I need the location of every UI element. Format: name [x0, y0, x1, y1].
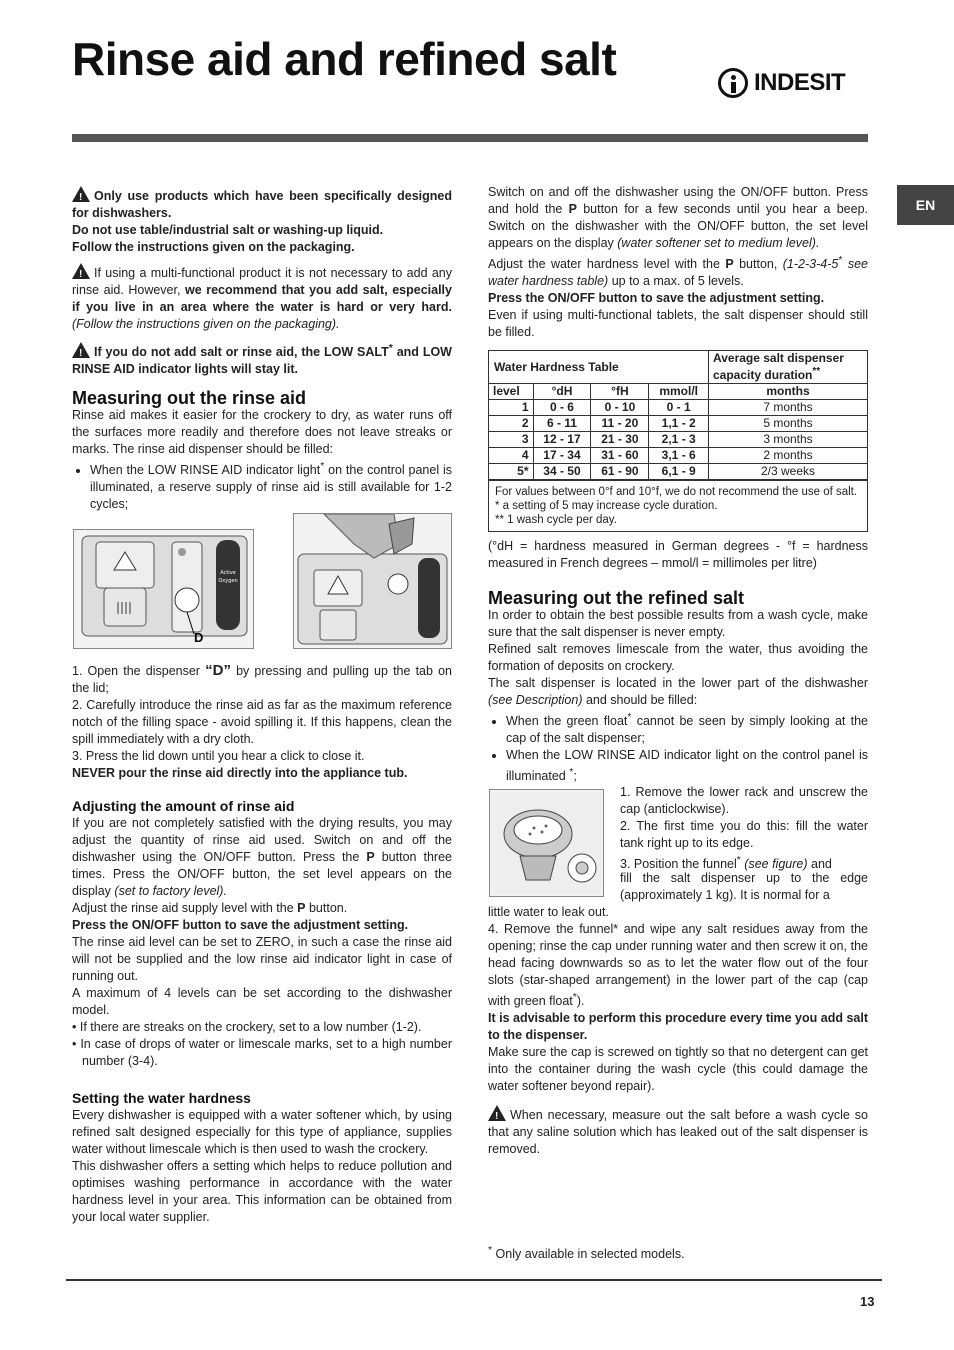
table-header-row: [489, 384, 867, 400]
dispenser-d-label: D: [194, 630, 204, 645]
step-3: 3. Press the lid down until you hear a click to close it.: [72, 749, 365, 763]
adjust-b1: • If there are streaks on the crockery, set to a low number (1-2).: [72, 1020, 422, 1034]
brand-name: INDESIT: [754, 69, 846, 96]
adjust-p3: Press the ON/OFF button to save the adjustment setting.: [72, 918, 409, 932]
fig-label-oxygen: Oxygen: [218, 578, 238, 584]
step-1: 1. Open the dispenser “D” by pressing and pulling up the tab on the lid;: [72, 662, 452, 695]
footer-divider: [66, 1279, 882, 1281]
warning-icon: [488, 1105, 506, 1121]
warning-2: !If using a multi-functional product it is not necessary to add any rinse aid. However, we recommend that you add salt, especially if you live in an area where the water is hard or very hard. (Follow the instructions given on the packaging).: [72, 263, 452, 333]
right-p3: Press the ON/OFF button to save the adjustment setting.: [488, 291, 825, 306]
table-notes: [489, 480, 867, 531]
warning-1: !Only use products which have been specifically designed for dishwashers. Do not use table/industrial salt or washing-up liquid. Follow the instructions given on the packaging.: [72, 186, 452, 256]
salt-step-3a: 3. Position the funnel* (see figure) and: [620, 855, 832, 872]
col-header: °fH: [591, 384, 649, 400]
right-p2: Adjust the water hardness level with the P button, (1-2-3-4-5* see water hardness table) up to a max. of 5 levels.: [488, 255, 868, 289]
table-note-2: * a setting of 5 may increase cycle duration.: [495, 500, 718, 512]
table-title: Water Hardness Table: [489, 351, 709, 384]
page-number: 13: [860, 1294, 875, 1309]
salt-p3: The salt dispenser is located in the lower part of the dishwasher (see Description) and should be filled:: [488, 676, 868, 707]
salt-step-3b: fill the salt dispenser up to the edge (approximately 1 kg). It is normal for a: [620, 871, 868, 902]
step-2: 2. Carefully introduce the rinse aid as far as the maximum reference notch of the filling space - avoid spilling it. If this happens, clean the spill immediately with a dry cloth.: [72, 698, 452, 746]
right-column-lower: [488, 538, 868, 785]
table-note-1: For values between 0°f and 10°f, we do not recommend the use of salt.: [495, 486, 858, 498]
salt-advisable: It is advisable to perform this procedure every time you add salt to the dispenser.: [488, 1011, 868, 1043]
rinse-bullets: [72, 458, 452, 513]
salt-p1: In order to obtain the best possible results from a wash cycle, make sure that the salt dispenser is never empty.: [488, 608, 868, 639]
salt-bullets: [488, 709, 868, 785]
rinse-heading: Measuring out the rinse aid: [72, 388, 307, 409]
rinse-steps: [72, 662, 452, 1226]
left-column: [72, 186, 452, 513]
list-item: • When the LOW RINSE AID indicator light on the control panel is illuminated *;: [506, 747, 868, 785]
salt-warning: !When necessary, measure out the salt before a wash cycle so that any saline solution which has leaked out of the salt dispenser is removed.: [488, 1105, 868, 1158]
footnote: * Only available in selected models.: [488, 1245, 685, 1262]
warning-icon: [72, 186, 90, 202]
water-hardness-table: [488, 350, 868, 532]
table-row: 3 12 - 17 21 - 30 2,1 - 3 3 months: [489, 432, 867, 448]
adjust-b2: • In case of drops of water or limescale marks, set to a high number number (3-4).: [72, 1037, 452, 1068]
right-p1: Switch on and off the dishwasher using the ON/OFF button. Press and hold the P button for a few seconds until you hear a beep. Switch on the dishwasher with the ON/OFF button, the set level appears on the display (water softener set to medium level).: [488, 185, 868, 250]
warning-icon: [72, 263, 90, 279]
salt-heading: Measuring out the refined salt: [488, 588, 745, 608]
table-row: 5* 34 - 50 61 - 90 6,1 - 9 2/3 weeks: [489, 464, 867, 480]
salt-step-2: 2. The first time you do this: fill the water tank right up to its edge.: [620, 819, 868, 850]
table-cap-title: Average salt dispenser capacity duration**: [709, 351, 868, 384]
hardness-p1: Every dishwasher is equipped with a water softener which, by using refined salt designed especially for this type of appliance, supplies water without limescale which is then used to wash the crockery.: [72, 1108, 452, 1156]
table-row: 2 6 - 11 11 - 20 1,1 - 2 5 months: [489, 416, 867, 432]
rinse-intro: Rinse aid makes it easier for the crockery to dry, as water runs off the surfaces more readily and therefore does not leave streaks or marks. The rinse aid dispenser should be filled:: [72, 408, 452, 457]
table-row: 4 17 - 34 31 - 60 3,1 - 6 2 months: [489, 448, 867, 464]
never-warning: NEVER pour the rinse aid directly into the appliance tub.: [72, 766, 408, 780]
col-header: °dH: [533, 384, 591, 400]
adjust-p2: Adjust the rinse aid supply level with the P button.: [72, 901, 348, 915]
salt-step-3c: little water to leak out.: [488, 905, 609, 919]
col-header: level: [489, 384, 533, 400]
warning-3: !If you do not add salt or rinse aid, the LOW SALT* and LOW RINSE AID indicator lights will stay lit.: [72, 340, 452, 378]
units-note: (°dH = hardness measured in German degrees - °f = hardness measured in French degrees – mmol/l = millimoles per litre): [488, 539, 868, 570]
header-divider: [72, 134, 868, 142]
salt-steps-beside: [620, 784, 868, 873]
adjust-heading: Adjusting the amount of rinse aid: [72, 798, 295, 814]
hardness-p2: This dishwasher offers a setting which helps to reduce pollution and optimises washing performance in accordance with the water hardness level in your area. This information can be obtained from your local water supplier.: [72, 1159, 452, 1224]
rinse-dispenser-figure: [73, 529, 254, 649]
salt-step-1: 1. Remove the lower rack and unscrew the cap (anticlockwise).: [620, 785, 868, 816]
salt-steps-below: [488, 870, 868, 1158]
table-row: 1 0 - 6 0 - 10 0 - 1 7 months: [489, 400, 867, 416]
table-note-3: ** 1 wash cycle per day.: [495, 514, 617, 526]
warning-icon: [72, 342, 90, 358]
language-tab: EN: [897, 185, 954, 225]
col-header: months: [709, 384, 868, 400]
list-item: • When the LOW RINSE AID indicator light* on the control panel is illuminated, a reserve supply of rinse aid is still available for 1-2 cycles;: [90, 458, 452, 513]
adjust-p1: If you are not completely satisfied with the drying results, you may adjust the quantity of rinse aid used. Switch on and off the dishwasher using the ON/OFF button. Press the P button three times. Press the ON/OFF button, the set level appears on the display (set to factory level).: [72, 816, 452, 898]
adjust-p4: The rinse aid level can be set to ZERO, in such a case the rinse aid will not be supplied and the low rinse aid indicator light in case of running out.: [72, 935, 452, 983]
salt-p4: Make sure the cap is screwed on tightly so that no detergent can get into the container during the wash cycle (this could damage the water softener beyond repair).: [488, 1045, 868, 1094]
list-item: • When the green float* cannot be seen by simply looking at the cap of the salt dispenser;: [506, 709, 868, 747]
brand-logo: [718, 68, 845, 98]
rinse-filling-figure: [293, 513, 452, 649]
salt-p2: Refined salt removes limescale from the water, thus avoiding the formation of deposits on crockery.: [488, 642, 868, 673]
col-header: mmol/l: [649, 384, 709, 400]
salt-step-4: 4. Remove the funnel* and wipe any salt residues away from the opening; rinse the cap under running water and then screw it on, the head facing downwards so as to let the water flow out of the four slots (star-shaped arrangement) in the lower part of the cap (cap with green float*).: [488, 922, 868, 1009]
adjust-p5: A maximum of 4 levels can be set according to the dishwasher model.: [72, 986, 452, 1017]
logo-i-icon: [718, 68, 748, 98]
hardness-heading: Setting the water hardness: [72, 1090, 251, 1106]
right-p4: Even if using multi-functional tablets, the salt dispenser should still be filled.: [488, 308, 868, 340]
fig-label-active: Active: [220, 570, 236, 576]
right-column: [488, 184, 868, 341]
page-title: Rinse aid and refined salt: [72, 33, 617, 85]
